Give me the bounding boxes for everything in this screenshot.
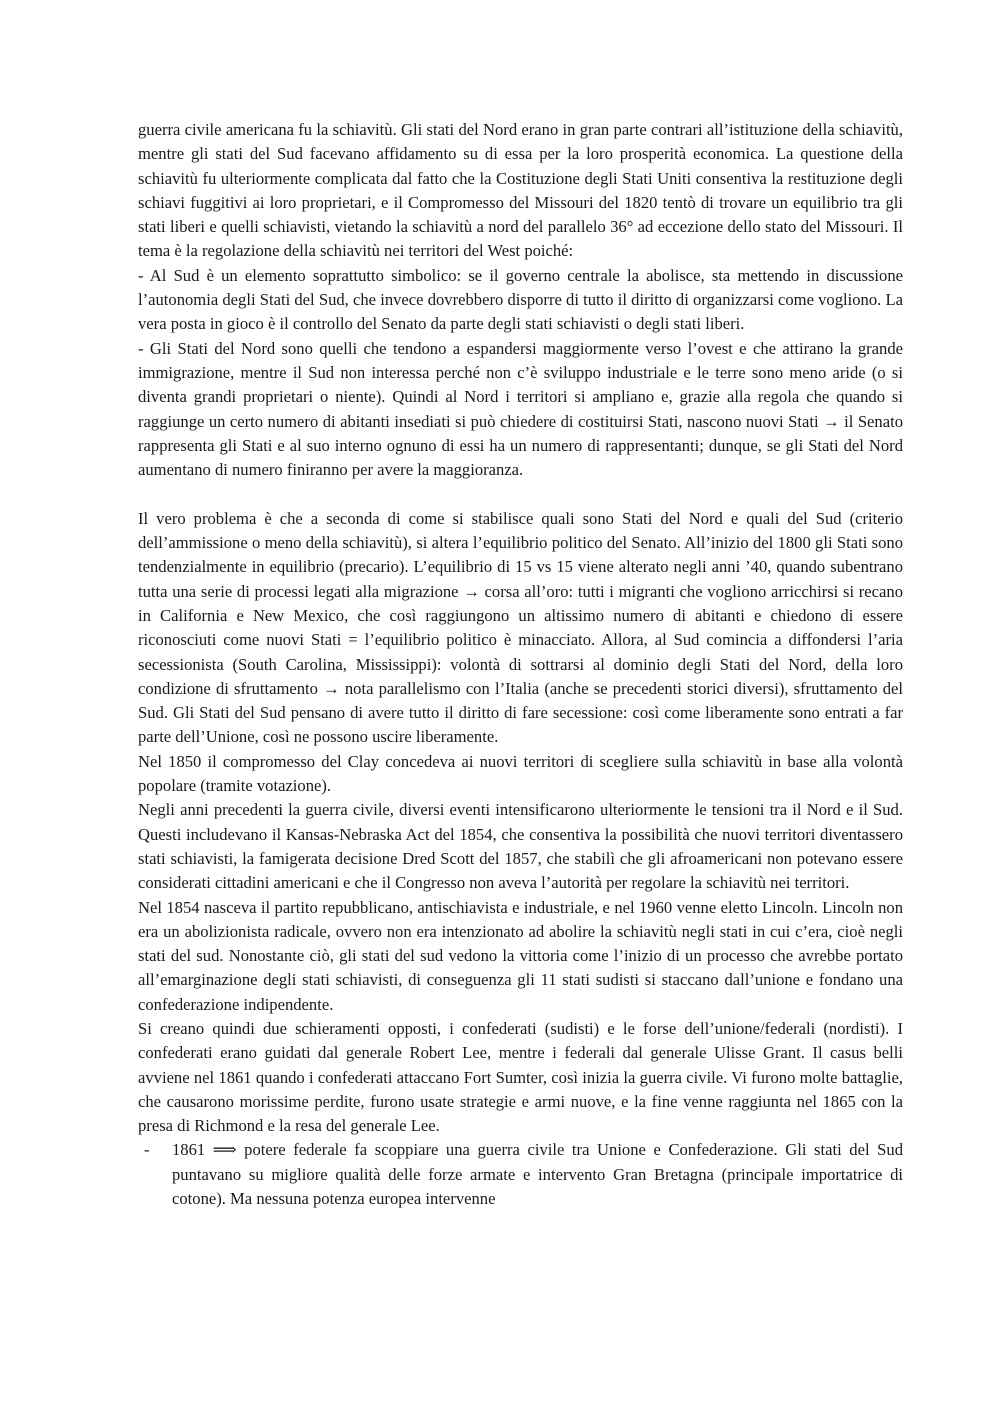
paragraph-senate-balance: Il vero problema è che a seconda di come si stabilisce quali sono Stati del Nord e quali del Sud (criterio dell’ammissione o meno della schiavitù), si altera l’equilibrio politico del Senato. All’inizio del 1800 gli Stati sono tendenzialmente in equilibrio (precario). L’equilibrio di 15 vs 15 viene alterato negli anni ’40, quando subentrano tutta una serie di processi legati alla migrazione → corsa all’oro: tutti i migranti che vogliono arricchirsi si recano in California e New Mexico, che così raggiungono un altissimo numero di abitanti e chiedono di essere riconosciuti come nuovi Stati = l’equilibrio politico è minacciato. Allora, al Sud comincia a diffondersi l’aria secessionista (South Carolina, Mississippi): volontà di sottrarsi al dominio degli Stati del Nord, della loro condizione di sfruttamento → nota parallelismo con l’Italia (anche se precedenti storici diversi), sfruttamento del Sud. Gli Stati del Sud pensano di avere tutto il diritto di fare secessione: così come liberamente sono entrati a far parte dell’Unione, così ne possono uscire liberamente. [138, 508, 903, 747]
paragraph-north-expansion: - Gli Stati del Nord sono quelli che tendono a espandersi maggiormente verso l’ovest e che attirano la grande immigrazione, mentre il Sud non interessa perché non c’è sviluppo industriale e le terre sono meno aride (o si diventa grandi proprietari o niente). Quindi al Nord i territori si ampliano e, grazie alla regola che quando si raggiunge un certo numero di abitanti insediati si può chiedere di costituirsi Stati, nascono nuovi Stati → il Senato rappresenta gli Stati e al suo interno ognuno di essi ha un numero di rappresentanti; dunque, se gli Stati del Nord aumentano di numero finiranno per avere la maggioranza. [138, 338, 903, 480]
paragraph-tensions: Negli anni precedenti la guerra civile, diversi eventi intensificarono ulteriormente le tensioni tra il Nord e il Sud. Questi includevano il Kansas-Nebraska Act del 1854, che consentiva la possibilità che nuovi territori diventassero stati schiavisti, la famigerata decisione Dred Scott del 1857, che stabilì che gli afroamericani non potevano essere considerati cittadini americani e che il Congresso non aveva l’autorità per regolare la schiavitù nei territori. [138, 800, 903, 893]
paragraph-lincoln: Nel 1854 nasceva il partito repubblicano, antischiavista e industriale, e nel 1960 venne eletto Lincoln. Lincoln non era un abolizionista radicale, ovvero non era intenzionato ad abolire la schiavitù negli stati in cui c’era, cioè negli stati del sud. Nonostante ciò, gli stati del sud vedono la vittoria come l’inizio di un processo che avrebbe portato all’emarginazione degli stati schiavisti, di conseguenza gli 11 stati sudisti si staccano dall’unione e fondano una confederazione indipendente. [138, 897, 903, 1014]
list-bullet: - [144, 1140, 150, 1160]
document-page [138, 118, 903, 1211]
paragraph-clay-compromise: Nel 1850 il compromesso del Clay concedeva ai nuovi territori di scegliere sulla schiavitù in base alla volontà popolare (tramite votazione). [138, 751, 903, 796]
list-item-text: 1861 ⟹ potere federale fa scoppiare una guerra civile tra Unione e Confederazione. Gli stati del Sud puntavano su migliore qualità delle forze armate e intervento Gran Bretagna (principale importatrice di cotone). Ma nessuna potenza europea intervenne [172, 1140, 903, 1209]
paragraph-war-sides: Si creano quindi due schieramenti opposti, i confederati (sudisti) e le forse dell’unione/federali (nordisti). I confederati erano guidati dal generale Robert Lee, mentre i federali dal generale Ulisse Grant. Il casus belli avviene nel 1861 quando i confederati attaccano Fort Sumter, così inizia la guerra civile. Vi furono molte battaglie, che causarono morissime perdite, furono usate strategie e armi nuove, e la fine venne raggiunta nel 1865 con la presa di Richmond e la resa del generale Lee. [138, 1018, 903, 1136]
paragraph-south-symbolic: - Al Sud è un elemento soprattutto simbolico: se il governo centrale la abolisce, sta mettendo in discussione l’autonomia degli Stati del Sud, che invece dovrebbero disporre di tutto il diritto di organizzarsi come vogliono. La vera posta in gioco è il controllo del Senato da parte degli stati schiavisti o degli stati liberi. [138, 265, 903, 334]
list-item [138, 1138, 903, 1211]
dash-list [138, 1138, 903, 1211]
paragraph-slavery-intro: guerra civile americana fu la schiavitù. Gli stati del Nord erano in gran parte contrari all’istituzione della schiavitù, mentre gli stati del Sud facevano affidamento su di essa per la loro prosperità economica. La questione della schiavitù fu ulteriormente complicata dal fatto che la Costituzione degli Stati Uniti consentiva la restituzione degli schiavi fuggitivi ai loro proprietari, e il Compromesso del Missouri del 1820 tentò di trovare un equilibrio tra gli stati liberi e quelli schiavisti, vietando la schiavitù a nord del parallelo 36° ad eccezione dello stato del Missouri. Il tema è la regolazione della schiavitù nei territori del West poiché: [138, 120, 903, 261]
